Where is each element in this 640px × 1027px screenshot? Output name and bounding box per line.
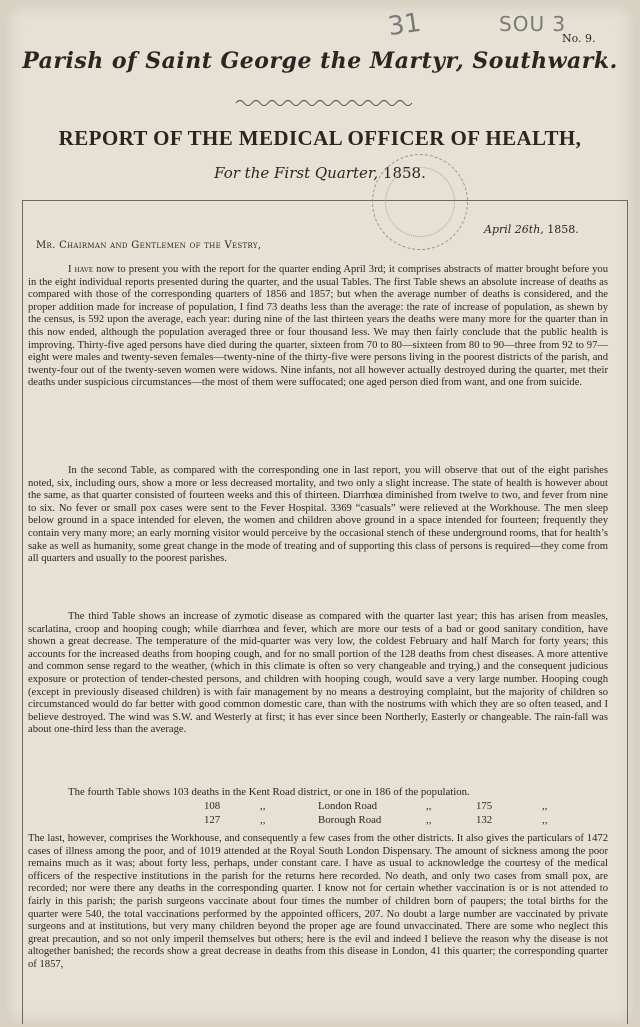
parish-title: Parish of Saint George the Martyr, Southwark.	[22, 48, 618, 74]
table-row	[28, 813, 608, 827]
ornament-divider-icon	[234, 98, 418, 108]
salutation: Mr. Chairman and Gentlemen of the Vestry,	[36, 240, 262, 251]
ditto-mark: ,,	[260, 814, 266, 826]
report-date	[484, 223, 579, 236]
border-line-right	[627, 200, 628, 1024]
quarter-prefix: For the First Quarter,	[214, 164, 379, 182]
paragraph-lead: I have	[68, 264, 94, 275]
district-name: London Road	[318, 800, 378, 812]
paragraph-text: In the second Table, as compared with the corresponding one in last report, you will observe that out of the eight parishes noted, six, including ours, show a more or less decreased mortality, and two only a slight increase. The state of health is however about the same, as that quarter consisted of fourteen weeks and this of thirteen. Diarrhœa diminished from twelve to two, and fever from nine to six. No fever or small pox cases were sent to the Fever Hospital. 3369 “casuals” were relieved at the Workhouse. The men sleep below ground in a space intended for eleven, the women and children above ground in a space intended for fourteen; frequently they contain very many more; an early morning visitor would perceive by the occasional stench of these underground rooms, that for health’s sake as well as humanity, some great change in the mode of treating and of supporting this class of persons is required—they come from all quarters and usually to the poorest parishes.	[28, 465, 608, 565]
table-intro: The fourth Table shows 103 deaths in the Kent Road district, or one in 186 of the population.	[68, 786, 470, 798]
ditto-mark: ,,	[542, 800, 548, 812]
document-number: No. 9.	[562, 32, 596, 45]
paragraph-first-table	[28, 264, 608, 390]
death-count: 108	[204, 800, 221, 812]
document-page	[6, 4, 634, 1024]
table-row	[28, 799, 608, 813]
ditto-mark: ,,	[426, 800, 432, 812]
district-name: Borough Road	[318, 814, 382, 826]
quarter-subtitle	[6, 164, 634, 182]
table-intro-row	[28, 785, 608, 799]
death-count: 127	[204, 814, 221, 826]
paragraph-text: The third Table shows an increase of zymotic disease as compared with the quarter last year; this has arisen from measles, scarlatina, croop and hooping cough; while diarrhœa and fever, which are more our tests of a bad or good sanitary condition, have shown a great decrease. The temperature of the mid-quarter was very low, the coldest February and half March for forty years; this accounts for the increased deaths from hooping cough, and for no small portion of the 128 deaths from chest diseases. A more attentive and common sense regard to the weather, (which in this climate is often so very changeable and trying,) and the consequent judicious exposure or protection of tender-chested persons, and children with hooping cough, would save a very large number. Hooping cough (except in previously diseased children) is with fair management by no means a destroying complaint, but the majority of children so circumstanced would do far better with good common domestic care, than with the nostrums with which they are so often teased, and I believe destroyed. The wind was S.W. and Westerly at first; it has ever since been Northerly, Easterly or changeable. The rain-fall was about one-third less than the average.	[28, 611, 608, 736]
ditto-mark: ,,	[260, 800, 266, 812]
fourth-table-summary	[28, 785, 608, 827]
report-title: REPORT OF THE MEDICAL OFFICER OF HEALTH,	[58, 126, 582, 150]
paragraph-fourth-table-continued	[28, 833, 608, 972]
paragraph-second-table	[28, 465, 608, 566]
paragraph-third-table	[28, 611, 608, 737]
date-day: April 26th,	[484, 223, 544, 236]
border-line-left	[22, 200, 23, 1024]
paragraph-text: now to present you with the report for the quarter ending April 3rd; it comprises abstracts of matter brought before you in the eight individual reports presented during the quarter, and the usual Tables. The first Table shews an absolute increase of deaths as compared with those of the corresponding quarters of 1856 and 1857; but when the average number of deaths is considered, and the proper addition made for increase of population, I find 73 deaths less than the average: the rate of increase of population, as shewn by the census, is 592 upon the average, each year: during nine of the last thirteen years the deaths were many more for the quarter than in this now ended, although the population averaged three or four thousand less. We may then fairly conclude that the public health is improving. Thirty-five aged persons have died during the quarter, sixteen from 70 to 80—sixteen from 80 to 90—three from 92 to 97—eight were males and twenty-seven females—twenty-nine of the thirty-five were persons living in the poorest districts of the parish, and twenty-four out of the twenty-seven women were widows. Nine infants, not all however actually destroyed during the quarter, met their deaths under suspicious circumstances—the most of them were suffocated; one aged person died from want, and one from suicide.	[28, 264, 608, 389]
ditto-mark: ,,	[542, 814, 548, 826]
population-ratio: 175	[476, 800, 493, 812]
population-ratio: 132	[476, 814, 493, 826]
quarter-year: 1858.	[382, 164, 426, 182]
border-line-top	[22, 200, 628, 201]
pencil-mark-reference: SOU 3	[499, 12, 567, 36]
paragraph-text: The last, however, comprises the Workhouse, and consequently a few cases from the other districts. It also gives the particulars of 1472 cases of illness among the poor, and of 1019 attended at the Royal South London Dispensary. The amount of sickness among the poor remains much as it was; about forty less, perhaps, under constant care. I have as usual to acknowledge the courtesy of the medical officers of the respective institutions in the parish for the returns here recorded. No death, and only two cases from small pox, are recorded; nor were there any deaths in the corresponding quarter. I know not for certain whether vaccination is or is not attended to fairly in this parish; the parish surgeons vaccinate about four times the number of children born of paupers; the total births for the quarter were 540, the total vaccinations performed by the appointed officers, 207. No doubt a large number are vaccinated by private surgeons and at institutions, but very many children beyond the proper age are found unvaccinated. There are some who neglect this great precaution, and so not only imperil themselves but others; here is the evil and indeed I believe the reason why the disease is not altogether banished; the records show a great decrease in deaths from this disease in London, 41 this quarter; the corresponding quarter of 1857,	[28, 833, 608, 970]
pencil-mark-number: 31	[386, 7, 424, 43]
date-year: 1858.	[547, 223, 579, 236]
library-stamp-icon	[372, 154, 468, 250]
ditto-mark: ,,	[426, 814, 432, 826]
